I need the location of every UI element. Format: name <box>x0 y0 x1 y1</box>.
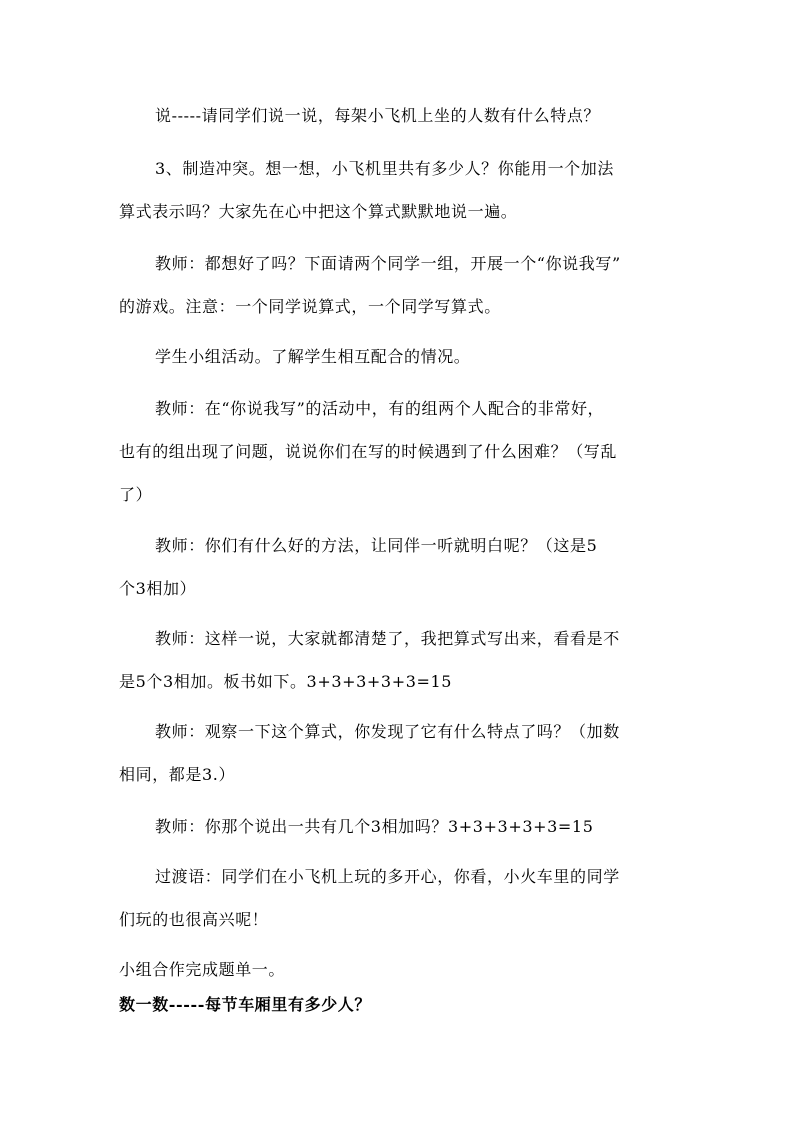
paragraph-2-line-2: 算式表示吗？大家先在心中把这个算式默默地说一遍。 <box>119 202 518 221</box>
group-task-line: 小组合作完成题单一。 <box>119 960 286 979</box>
paragraph-2-line-1: 3、制造冲突。想一想，小飞机里共有多少人？你能用一个加法 <box>155 159 614 178</box>
paragraph-6-line-1: 教师：你们有什么好的方法，让同伴一听就明白呢？（这是5 <box>155 536 598 555</box>
paragraph-1-line-1: 说-----请同学们说一说，每架小飞机上坐的人数有什么特点？ <box>155 106 601 125</box>
paragraph-8-line-1: 教师：观察一下这个算式，你发现了它有什么特点了吗？（加数 <box>155 722 620 741</box>
paragraph-7-line-1: 教师：这样一说，大家就都清楚了，我把算式写出来，看看是不 <box>155 629 620 648</box>
paragraph-10-line-1: 过渡语：同学们在小飞机上玩的多开心，你看，小火车里的同学 <box>155 867 620 886</box>
paragraph-3-line-1: 教师：都想好了吗？下面请两个同学一组，开展一个“你说我写” <box>155 254 621 273</box>
paragraph-4-line-1: 学生小组活动。了解学生相互配合的情况。 <box>155 347 471 366</box>
bold-heading: 数一数-----每节车厢里有多少人？ <box>119 995 372 1014</box>
paragraph-6-line-2: 个3相加） <box>119 579 197 598</box>
paragraph-3-line-2: 的游戏。注意：一个同学说算式，一个同学写算式。 <box>119 297 501 316</box>
paragraph-9-line-1: 教师：你那个说出一共有几个3相加吗？3+3+3+3+3=15 <box>155 817 594 836</box>
paragraph-10-line-2: 们玩的也很高兴呢！ <box>119 910 269 929</box>
paragraph-5-line-2: 也有的组出现了问题，说说你们在写的时候遇到了什么困难？（写乱 <box>119 442 618 461</box>
paragraph-5-line-1: 教师：在“你说我写”的活动中，有的组两个人配合的非常好， <box>155 399 605 418</box>
paragraph-7-line-2: 是5个3相加。板书如下。3+3+3+3+3=15 <box>119 672 453 691</box>
paragraph-8-line-2: 相同，都是3.） <box>119 765 236 784</box>
paragraph-5-line-3: 了） <box>119 485 153 504</box>
